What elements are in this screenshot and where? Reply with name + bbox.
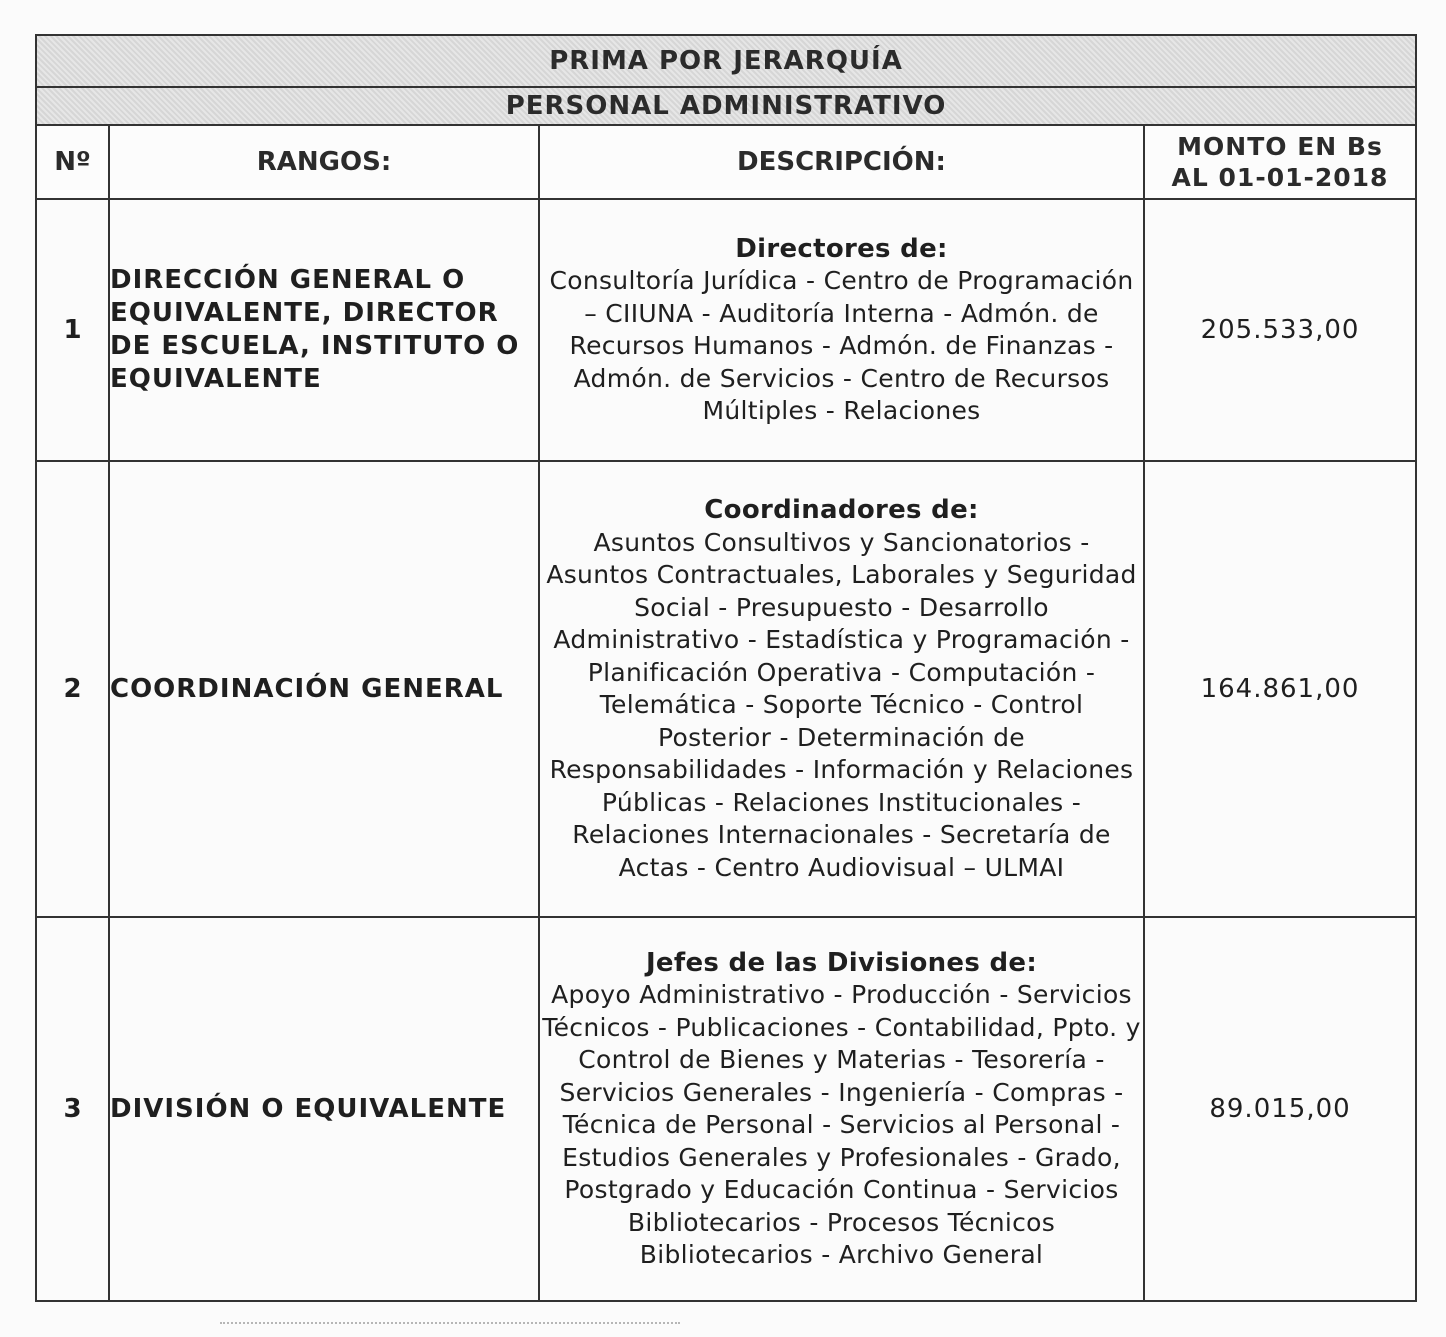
column-header-num: Nº bbox=[36, 125, 109, 199]
row-rango: DIVISIÓN O EQUIVALENTE bbox=[109, 917, 539, 1301]
row-number: 3 bbox=[36, 917, 109, 1301]
row-descripcion bbox=[539, 199, 1144, 461]
monto-header-line-1: MONTO EN Bs bbox=[1177, 132, 1383, 161]
row-monto: 205.533,00 bbox=[1144, 199, 1416, 461]
row-monto: 89.015,00 bbox=[1144, 917, 1416, 1301]
table-row bbox=[36, 917, 1416, 1301]
row-monto: 164.861,00 bbox=[1144, 461, 1416, 917]
row-descripcion bbox=[539, 461, 1144, 917]
table-title: PRIMA POR JERARQUÍA bbox=[36, 35, 1416, 87]
descripcion-body: Apoyo Administrativo - Producción - Servicios Técnicos - Publicaciones - Contabilidad, Ppto. y Control de Bienes y Materias - Tesorería - Servicios Generales - Ingeniería - Compras - Técnica de Personal - Servicios al Personal - Estudios Generales y Profesionales - Grado, Postgrado y Educación Continua - Servicios Bibliotecarios - Procesos Técnicos Bibliotecarios - Archivo General bbox=[542, 980, 1141, 1269]
table-row bbox=[36, 199, 1416, 461]
table-row bbox=[36, 461, 1416, 917]
descripcion-heading: Jefes de las Divisiones de: bbox=[645, 947, 1038, 978]
column-header-rangos: RANGOS: bbox=[109, 125, 539, 199]
row-rango: DIRECCIÓN GENERAL O EQUIVALENTE, DIRECTOR DE ESCUELA, INSTITUTO O EQUIVALENTE bbox=[109, 199, 539, 461]
descripcion-body: Asuntos Consultivos y Sancionatorios - Asuntos Contractuales, Laborales y Seguridad Social - Presupuesto - Desarrollo Administrativo - Estadística y Programación - Planificación Operativa - Computación - Telemática - Soporte Técnico - Control Posterior - Determinación de Responsabilidades - Información y Relaciones Públicas - Relaciones Institucionales - Relaciones Internacionales - Secretaría de Actas - Centro Audiovisual – ULMAI bbox=[546, 527, 1137, 882]
row-number: 2 bbox=[36, 461, 109, 917]
table-subtitle: PERSONAL ADMINISTRATIVO bbox=[36, 87, 1416, 125]
column-header-descripcion: DESCRIPCIÓN: bbox=[539, 125, 1144, 199]
descripcion-heading: Directores de: bbox=[735, 233, 948, 264]
descripcion-body: Consultoría Jurídica - Centro de Programación – CIIUNA - Auditoría Interna - Admón. de Recursos Humanos - Admón. de Finanzas - Admón. de Servicios - Centro de Recursos Múltiples - Relaciones bbox=[549, 266, 1134, 425]
row-descripcion bbox=[539, 917, 1144, 1301]
column-header-monto bbox=[1144, 125, 1416, 199]
scan-artifact bbox=[220, 1322, 680, 1332]
descripcion-heading: Coordinadores de: bbox=[704, 495, 979, 525]
row-number: 1 bbox=[36, 199, 109, 461]
monto-header-line-2: AL 01-01-2018 bbox=[1171, 163, 1389, 192]
prima-jerarquia-table bbox=[35, 34, 1417, 1302]
row-rango: COORDINACIÓN GENERAL bbox=[109, 461, 539, 917]
